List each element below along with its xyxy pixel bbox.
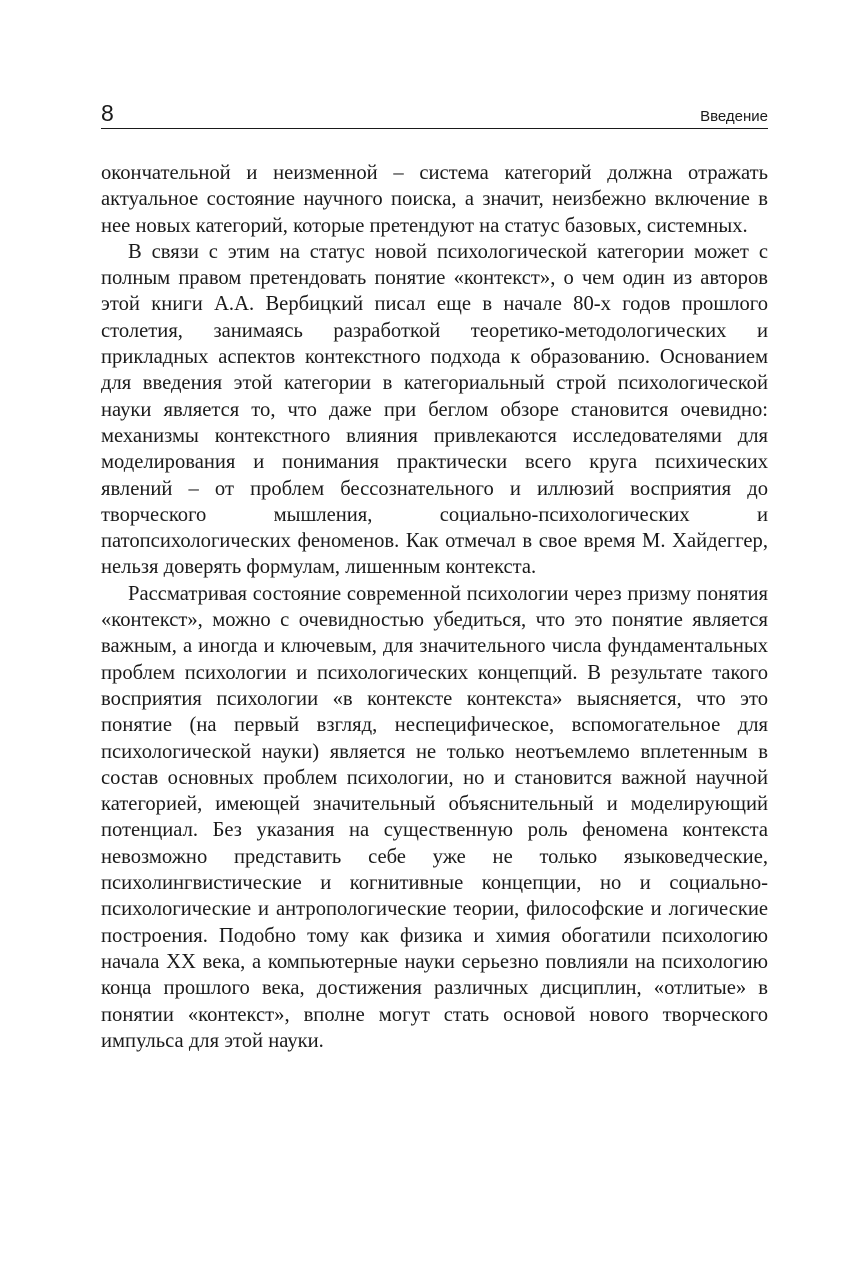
paragraph-continuation: окончательной и неизменной – система категорий должна отражать актуальное состояние научного поиска, а значит, неизбежно включение в нее новых категорий, которые претендуют на статус базовых, системных. [101, 162, 768, 237]
running-head [101, 96, 768, 129]
body-text [101, 160, 768, 1054]
paragraph-context-category: В связи с этим на статус новой психологической категории может с полным правом претендовать понятие «контекст», о чем один из авторов этой книги А.А. Вербицкий писал еще в начале 80-х годов прошлого столетия, занимаясь разработкой теоретико-методологических и прикладных аспектов контекстного подхода к образованию. Основанием для введения этой категории в категориальный строй психологической науки является то, что даже при беглом обзоре становится очевидно: механизмы контекстного влияния привлекаются исследователями для моделирования и понимания практически всего круга психических явлений – от проблем бессознательного и иллюзий восприятия до творческого мышления, социально-психологических и патопсихологических феноменов. Как отмечал в свое время М. Хайдеггер, нельзя доверять формулам, лишенным контекста. [101, 240, 768, 579]
paragraph-psychology-prism: Рассматривая состояние современной психологии через призму понятия «контекст», можно с очевидностью убедиться, что это понятие является важным, а иногда и ключевым, для значительного числа фундаментальных проблем психологии и психологических концепций. В результате такого восприятия психологии «в контексте контекста» выясняется, что это понятие (на первый взгляд, неспецифическое, вспомогательное для психологической науки) является не только неотъемлемо вплетенным в состав основных проблем психологии, но и становится важной научной категорией, имеющей значительный объяснительный и моделирующий потенциал. Без указания на существенную роль феномена контекста невозможно представить себе уже не только языковедческие, психолингвистические и когнитивные концепции, но и социально-психологические и антропологические теории, философские и логические построения. Подобно тому как физика и химия обогатили психологию начала XX века, а компьютерные науки серьезно повлияли на психологию конца прошлого века, достижения различных дисциплин, «отлитые» в понятии «контекст», вполне могут стать основой нового творческого импульса для этой науки. [101, 582, 768, 1052]
section-title: Введение [700, 108, 768, 125]
page-number: 8 [101, 100, 114, 126]
